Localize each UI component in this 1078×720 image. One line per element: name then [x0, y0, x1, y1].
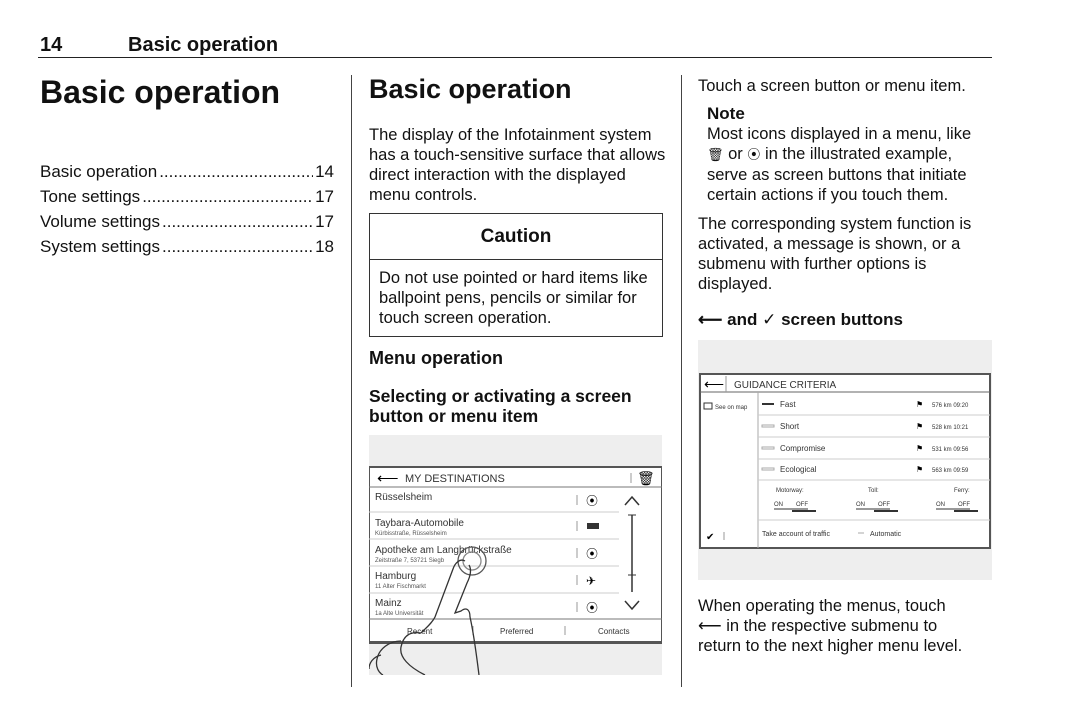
back-arrow-icon: ⟵ — [377, 470, 399, 487]
plane-icon: ✈ — [586, 574, 597, 588]
route-info: 563 km 09:59 — [932, 468, 969, 474]
caution-text: Do not use pointed or hard items like ballpoint pens, pencils or similar for touch screen operation. — [379, 269, 648, 327]
tab-recent: Recent — [407, 627, 433, 636]
dest-row-name: Apotheke am Langbrückstraße — [375, 545, 512, 556]
guidance-screen — [698, 340, 992, 580]
flag-icon: ⚑ — [916, 422, 924, 431]
route-name: Short — [780, 422, 800, 431]
closing-line: return to the next higher menu level. — [698, 637, 963, 655]
toc-leader — [159, 162, 313, 182]
pin-icon: ⦿ — [586, 601, 599, 615]
traffic-label: Take account of traffic — [762, 531, 830, 538]
flag-icon: ⚑ — [916, 444, 924, 453]
back-arrow-icon: ⟵ — [698, 310, 723, 329]
option-label: Motorway: — [776, 488, 804, 494]
option-off: OFF — [958, 502, 970, 508]
route-name: Fast — [780, 400, 796, 409]
toc-leader — [142, 187, 313, 207]
see-on-map-button: See on map — [715, 405, 748, 411]
option-label: Ferry: — [954, 488, 970, 494]
screen-title: MY DESTINATIONS — [405, 473, 505, 485]
tab-preferred: Preferred — [500, 627, 534, 636]
back-arrow-icon: ⟵ — [698, 617, 722, 635]
closing-line: When operating the menus, touch — [698, 597, 946, 615]
car-icon — [587, 523, 599, 529]
note-line: Most icons displayed in a menu, like — [707, 125, 972, 143]
pin-icon: ⦿ — [586, 547, 599, 561]
route-name: Compromise — [780, 444, 826, 453]
dest-row-sub: Kürbisstraße, Rüsselsheim — [375, 531, 447, 537]
toc-page: 18 — [315, 237, 334, 256]
dest-row-name: Rüsselsheim — [375, 492, 433, 503]
dest-row-sub: 1a Alte Universität — [375, 611, 424, 617]
option-off: OFF — [796, 502, 808, 508]
dest-row-name: Taybara-Automobile — [375, 518, 464, 529]
toc-label: Basic operation — [40, 162, 158, 181]
guidance-illustration — [698, 340, 992, 580]
toc-leader — [162, 237, 313, 257]
closing-line-rest: in the respective submenu to — [726, 617, 938, 635]
toc-entry[interactable] — [40, 237, 334, 257]
toc-label: System settings — [40, 237, 160, 256]
page-number: 14 — [40, 34, 63, 56]
checkmark-icon: ✓ — [762, 310, 777, 329]
toc-entry[interactable] — [40, 212, 334, 232]
header-rule — [38, 57, 992, 58]
pin-icon: ⦿ — [747, 147, 761, 162]
note-icon-line-rest: in the illustrated example, — [764, 145, 953, 163]
flag-icon: ⚑ — [916, 465, 924, 474]
toc-page: 17 — [315, 187, 334, 206]
traffic-value: Automatic — [870, 531, 902, 538]
option-on: ON — [774, 502, 783, 508]
dest-row-sub: 11 Alter Fischmarkt — [375, 584, 426, 590]
destinations-illustration — [369, 435, 662, 675]
function-paragraph: The corresponding system function is activated, a message is shown, or a submenu with further options is displayed. — [698, 215, 972, 293]
menu-operation-heading: Menu operation — [369, 348, 503, 368]
pin-icon: ⦿ — [586, 494, 599, 508]
caution-box — [369, 213, 663, 337]
option-label: Toll: — [868, 488, 879, 494]
column-divider-right — [681, 75, 682, 687]
note-or: or — [728, 145, 743, 163]
column-divider-left — [351, 75, 352, 687]
toc-page: 14 — [315, 162, 334, 181]
caution-heading: Caution — [370, 214, 662, 260]
trash-icon: 🗑 — [707, 147, 724, 162]
intro-paragraph: The display of the Infotainment system has a touch-sensitive surface that allows direct interaction with the displayed menu controls. — [369, 126, 666, 204]
heading-rest: screen buttons — [781, 310, 903, 329]
trash-icon: 🗑 — [637, 470, 655, 486]
closing-line — [698, 616, 998, 636]
dest-row-sub: Zeitstraße 7, 53721 Siegb — [375, 558, 445, 564]
note-line: serve as screen buttons that initiate certain actions if you touch them. — [707, 166, 967, 204]
note-heading: Note — [707, 104, 745, 123]
note-icon-line — [707, 144, 997, 165]
buttons-heading — [698, 310, 903, 330]
option-off: OFF — [878, 502, 890, 508]
running-title: Basic operation — [128, 34, 279, 56]
selecting-heading: Selecting or activating a screen button or menu item — [369, 386, 632, 426]
note-block — [707, 104, 997, 205]
route-info: 528 km 10:21 — [932, 425, 969, 431]
route-info: 576 km 09:20 — [932, 403, 969, 409]
option-on: ON — [856, 502, 865, 508]
touch-instruction: Touch a screen button or menu item. — [698, 77, 966, 95]
toc-leader — [162, 212, 313, 232]
route-name: Ecological — [780, 465, 817, 474]
toc-page: 17 — [315, 212, 334, 231]
dest-row-name: Hamburg — [375, 571, 417, 582]
screen-title: GUIDANCE CRITERIA — [734, 380, 837, 391]
toc-label: Tone settings — [40, 187, 141, 206]
heading-and: and — [727, 310, 758, 329]
toc-entry[interactable] — [40, 187, 334, 207]
chapter-title: Basic operation — [40, 74, 281, 110]
route-info: 531 km 09:56 — [932, 447, 969, 453]
toc-entry[interactable] — [40, 162, 334, 182]
section-title: Basic operation — [369, 74, 572, 104]
checkmark-icon: ✔ — [706, 532, 715, 543]
destinations-screen — [369, 435, 662, 675]
dest-row-name: Mainz — [375, 598, 402, 609]
option-on: ON — [936, 502, 945, 508]
closing-paragraph — [698, 596, 998, 656]
toc-label: Volume settings — [40, 212, 161, 231]
back-arrow-icon: ⟵ — [704, 376, 725, 392]
flag-icon: ⚑ — [916, 400, 924, 409]
tab-contacts: Contacts — [598, 627, 630, 636]
